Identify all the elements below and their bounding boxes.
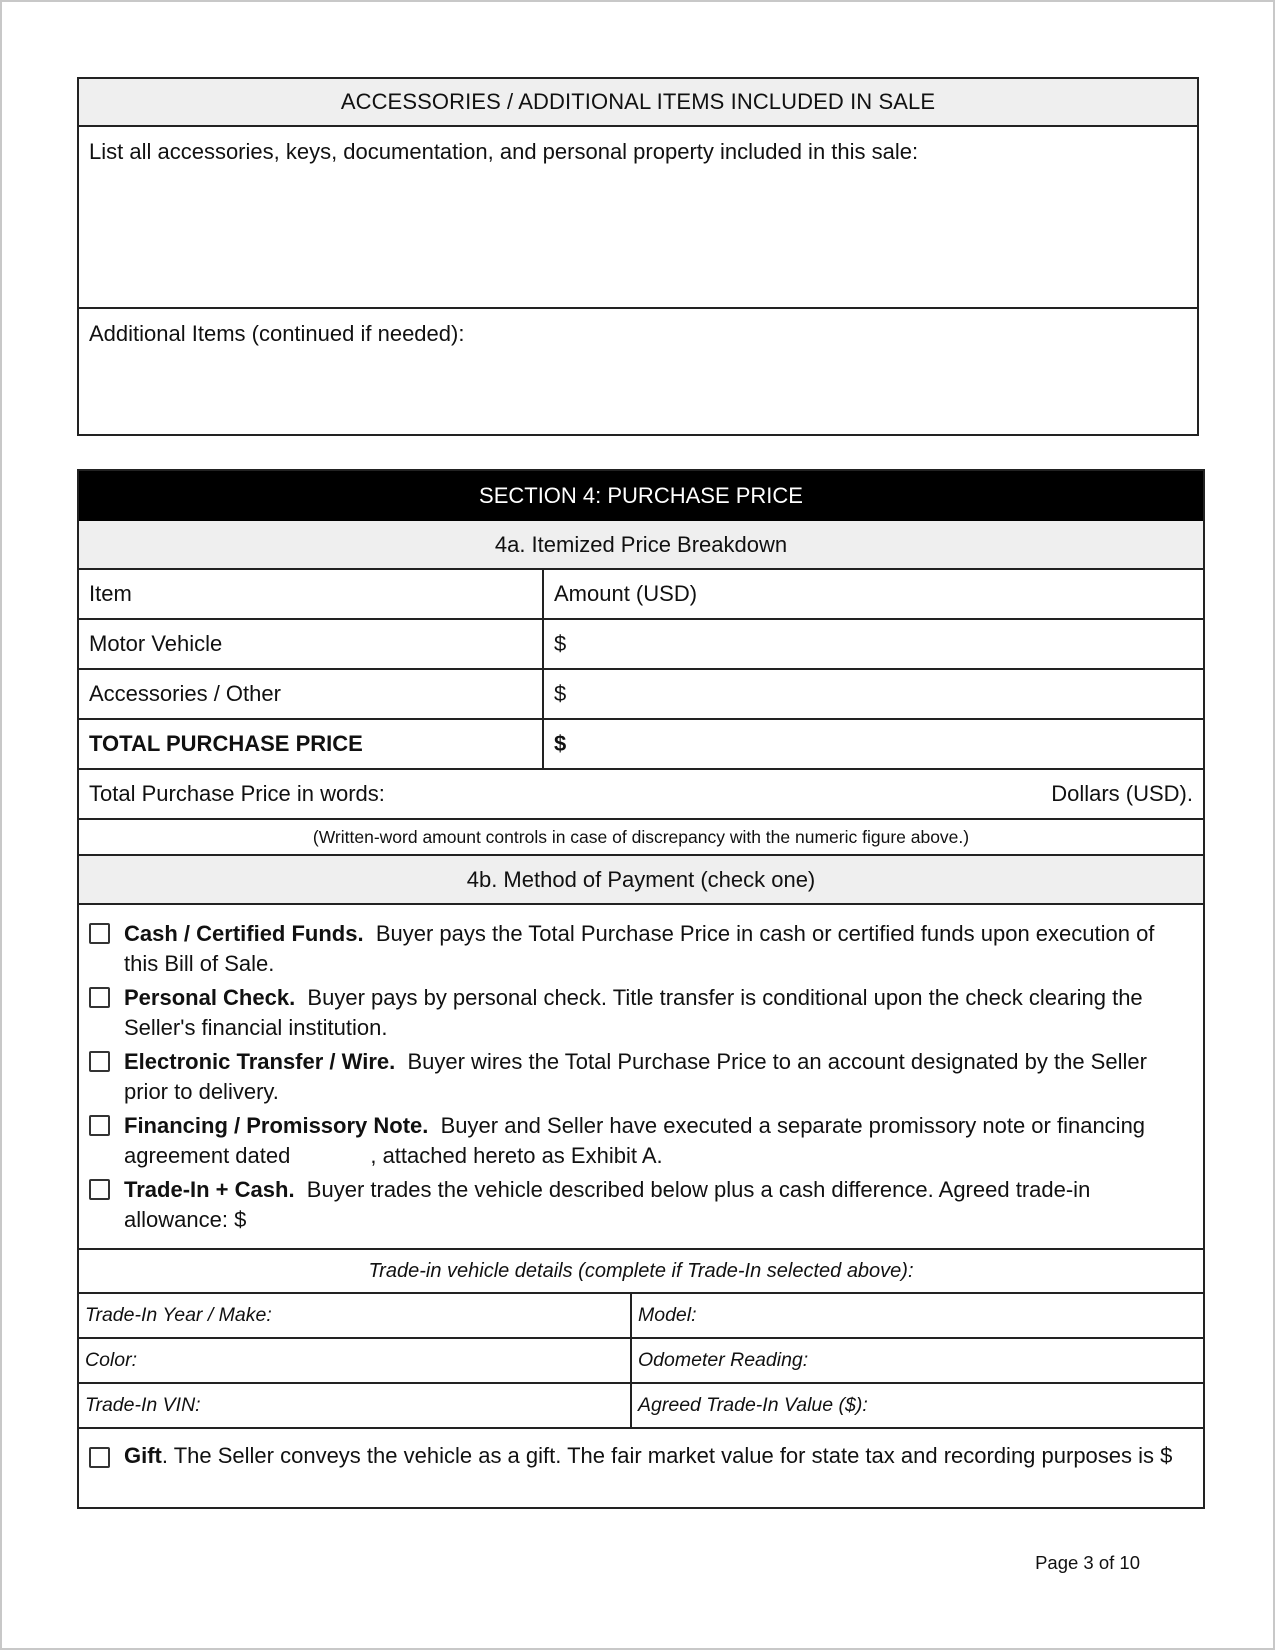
- trade-in-vin-field[interactable]: Trade-In VIN:: [79, 1384, 632, 1427]
- amount-column-header: Amount (USD): [554, 581, 698, 606]
- accessories-header: ACCESSORIES / ADDITIONAL ITEMS INCLUDED IN SALE: [79, 79, 1197, 127]
- price-row-motor-vehicle: [79, 620, 1203, 670]
- personal-check-checkbox[interactable]: [89, 987, 110, 1008]
- itemized-price-header: 4a. Itemized Price Breakdown: [79, 521, 1203, 570]
- motor-vehicle-amount-field[interactable]: $: [554, 631, 567, 656]
- financing-checkbox[interactable]: [89, 1115, 110, 1136]
- payment-option-text: Buyer pays by personal check. Title transfer is conditional upon the check clearing the Seller's financial institution.: [124, 985, 1143, 1040]
- payment-option-text: Buyer pays the Total Purchase Price in cash or certified funds upon execution of this Bill of Sale.: [124, 921, 1155, 976]
- accessories-amount-field[interactable]: $: [554, 681, 567, 706]
- payment-option-title: Financing / Promissory Note.: [124, 1113, 429, 1138]
- discrepancy-note: (Written-word amount controls in case of discrepancy with the numeric figure above.): [79, 820, 1203, 856]
- payment-option-trade-in: [89, 1175, 1193, 1235]
- payment-option-gift: [79, 1429, 1203, 1507]
- trade-in-row: [79, 1294, 1203, 1339]
- additional-items-label: Additional Items (continued if needed):: [89, 321, 465, 346]
- additional-items-field[interactable]: [79, 309, 1197, 434]
- trade-in-color-field[interactable]: Color:: [79, 1339, 632, 1382]
- trade-in-details-header: Trade-in vehicle details (complete if Trade-In selected above):: [79, 1250, 1203, 1294]
- trade-in-row: [79, 1384, 1203, 1429]
- total-price-amount-field[interactable]: $: [554, 731, 567, 756]
- price-table-header-row: [79, 570, 1203, 620]
- price-in-words-label: Total Purchase Price in words:: [89, 781, 385, 806]
- payment-option-title: Cash / Certified Funds.: [124, 921, 364, 946]
- trade-in-value-field[interactable]: Agreed Trade-In Value ($):: [638, 1394, 868, 1416]
- payment-option-text: Buyer and Seller have executed a separate promissory note or financing agreement dated: [124, 1113, 1146, 1168]
- price-item-label: Motor Vehicle: [79, 620, 544, 668]
- price-row-accessories: [79, 670, 1203, 720]
- payment-option-title: Trade-In + Cash.: [124, 1177, 295, 1202]
- trade-in-model-field[interactable]: Model:: [638, 1304, 697, 1326]
- payment-option-text-after: , attached hereto as Exhibit A.: [370, 1143, 663, 1168]
- trade-in-row: [79, 1339, 1203, 1384]
- item-column-header: Item: [79, 570, 544, 618]
- trade-in-odometer-field[interactable]: Odometer Reading:: [638, 1349, 809, 1371]
- price-in-words-suffix: Dollars (USD).: [1051, 781, 1193, 806]
- wire-checkbox[interactable]: [89, 1051, 110, 1072]
- payment-option-text: Buyer trades the vehicle described below plus a cash difference. Agreed trade-in allowance: $: [124, 1177, 1091, 1232]
- payment-option-text: Buyer wires the Total Purchase Price to an account designated by the Seller prior to delivery.: [124, 1049, 1147, 1104]
- gift-text: . The Seller conveys the vehicle as a gift. The fair market value for state tax and recording purposes is $: [161, 1443, 1173, 1468]
- price-item-label: Accessories / Other: [79, 670, 544, 718]
- price-in-words-field[interactable]: [79, 770, 1203, 820]
- trade-in-year-make-field[interactable]: Trade-In Year / Make:: [79, 1294, 632, 1337]
- payment-option-title: Personal Check.: [124, 985, 296, 1010]
- payment-option-cash: [89, 919, 1193, 979]
- section-4-purchase-price: [77, 469, 1205, 1509]
- payment-method-header: 4b. Method of Payment (check one): [79, 856, 1203, 905]
- cash-checkbox[interactable]: [89, 923, 110, 944]
- accessories-list-field[interactable]: [79, 127, 1197, 309]
- accessories-list-label: List all accessories, keys, documentation, and personal property included in this sale:: [89, 139, 919, 164]
- accessories-box: [77, 77, 1199, 436]
- page-number: Page 3 of 10: [1035, 1552, 1140, 1573]
- total-price-label: TOTAL PURCHASE PRICE: [79, 720, 544, 768]
- payment-option-personal-check: [89, 983, 1193, 1043]
- payment-option-title: Electronic Transfer / Wire.: [124, 1049, 396, 1074]
- payment-option-financing: [89, 1111, 1193, 1171]
- gift-title: Gift: [124, 1443, 162, 1468]
- gift-checkbox[interactable]: [89, 1447, 110, 1468]
- price-row-total: [79, 720, 1203, 770]
- section-4-title: SECTION 4: PURCHASE PRICE: [79, 471, 1203, 521]
- payment-options-list: [79, 905, 1203, 1250]
- trade-in-checkbox[interactable]: [89, 1179, 110, 1200]
- payment-option-wire: [89, 1047, 1193, 1107]
